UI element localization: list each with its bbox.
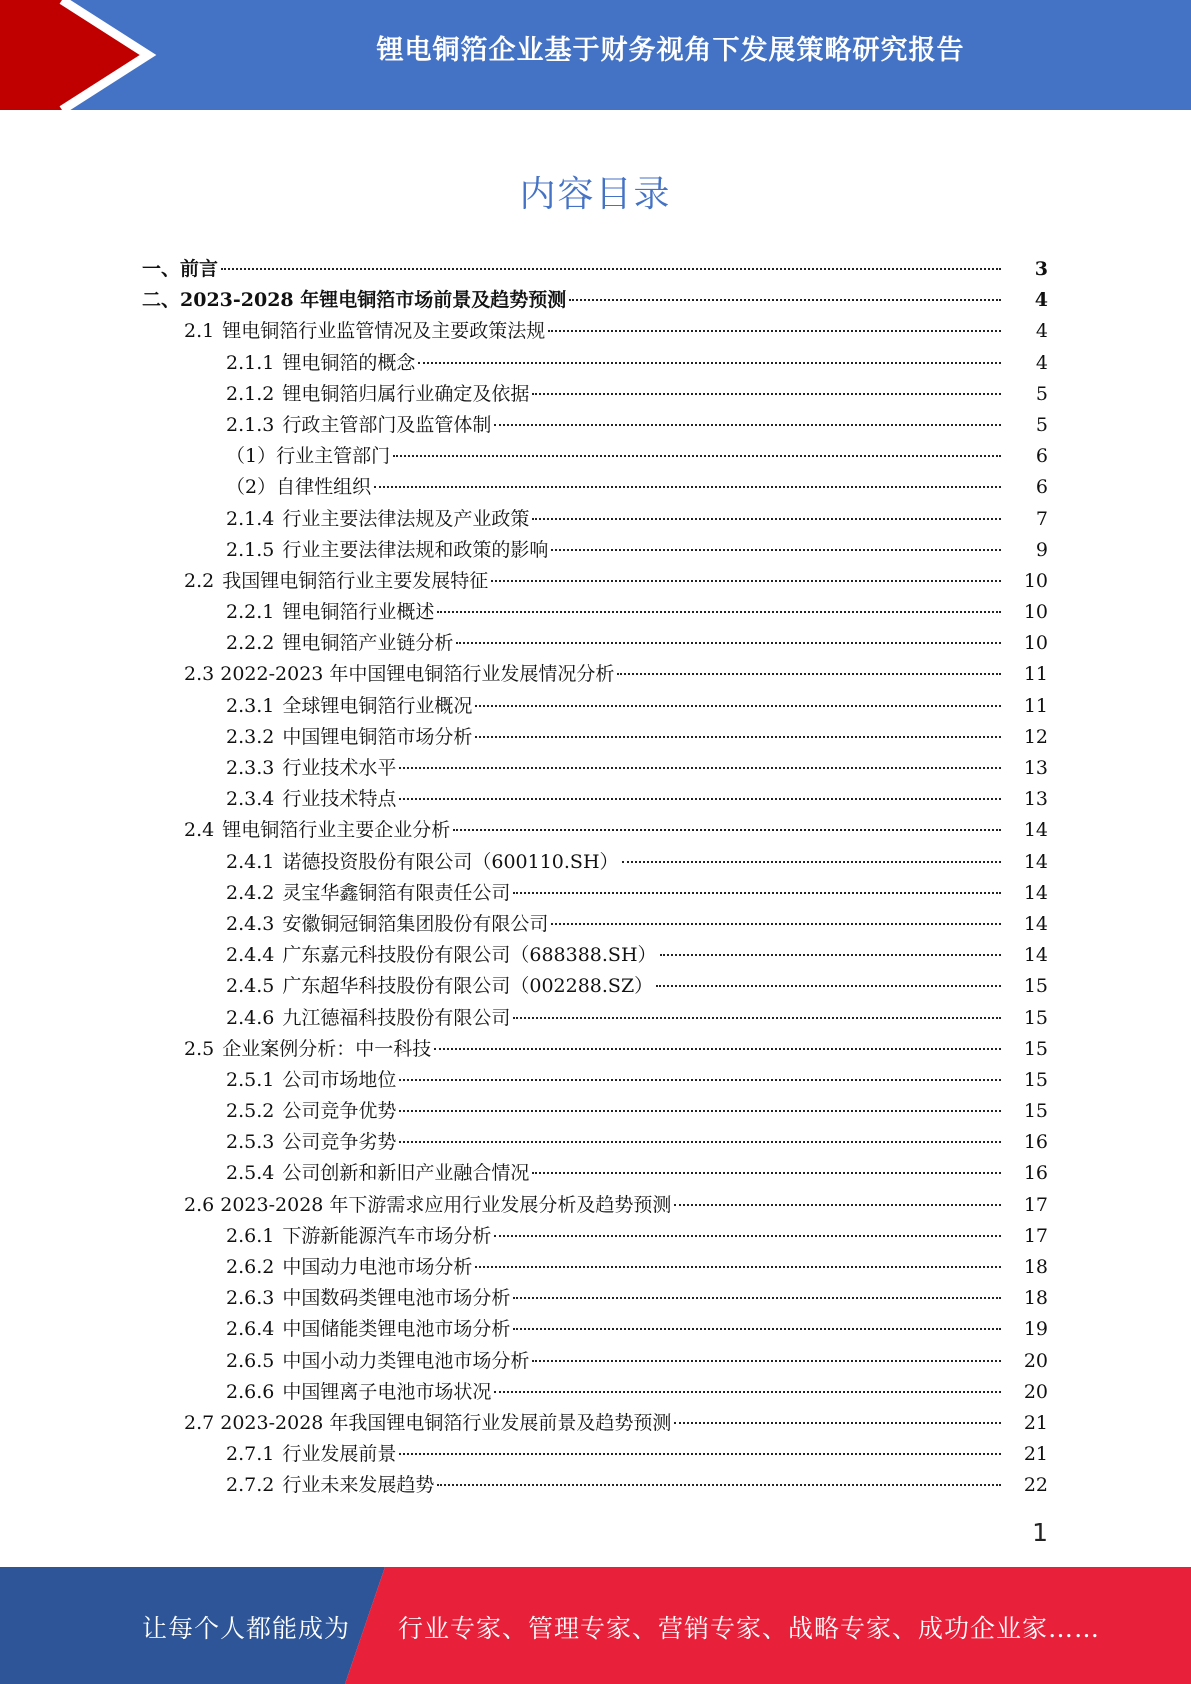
toc-entry[interactable] bbox=[0, 1470, 1191, 1501]
toc-entry-number: 2.4.6 bbox=[226, 1006, 275, 1029]
toc-entry-label: 全球锂电铜箔行业概况 bbox=[282, 694, 473, 717]
toc-entry-label: 中国动力电池市场分析 bbox=[282, 1256, 473, 1278]
toc-entry-label: 行政主管部门及监管体制 bbox=[282, 413, 492, 436]
toc-entry-number: 2.6.1 bbox=[226, 1224, 275, 1247]
toc-entry-label: 行业发展前景 bbox=[282, 1443, 397, 1466]
toc-dot-leader bbox=[513, 892, 1001, 894]
toc-entry[interactable] bbox=[0, 472, 1191, 503]
header-red-arrow bbox=[0, 0, 148, 110]
toc-entry-page: 15 bbox=[1023, 1006, 1048, 1029]
toc-entry-page: 15 bbox=[1023, 1068, 1048, 1091]
toc-entry-page: 11 bbox=[1023, 694, 1048, 717]
toc-entry-page: 10 bbox=[1023, 632, 1048, 655]
toc-entry[interactable] bbox=[0, 628, 1191, 659]
toc-entry-page: 14 bbox=[1023, 912, 1048, 935]
toc-entry-label: 行业技术水平 bbox=[282, 757, 397, 779]
toc-entry-page: 17 bbox=[1023, 1224, 1048, 1247]
toc-dot-leader bbox=[532, 1172, 1001, 1174]
toc-entry-page: 6 bbox=[1035, 445, 1048, 468]
toc-entry-page: 5 bbox=[1035, 413, 1048, 436]
toc-entry-label: （1）行业主管部门 bbox=[226, 445, 391, 468]
toc-entry-number: 2.3.3 bbox=[226, 757, 275, 779]
toc-entry-page: 5 bbox=[1035, 382, 1048, 405]
toc-entry-label: 广东嘉元科技股份有限公司（688388.SH） bbox=[282, 944, 657, 967]
toc-entry-number: 2.4.2 bbox=[226, 881, 275, 904]
toc-entry[interactable] bbox=[0, 504, 1191, 535]
toc-dot-leader bbox=[513, 1297, 1001, 1299]
toc-entry[interactable] bbox=[0, 1003, 1191, 1034]
footer-roles: 行业专家、管理专家、营销专家、战略专家、成功企业家…… bbox=[398, 1614, 1101, 1643]
toc-dot-leader bbox=[551, 549, 1001, 551]
toc-entry-page: 20 bbox=[1023, 1380, 1048, 1403]
toc-entry[interactable] bbox=[0, 254, 1191, 285]
toc-dot-leader bbox=[569, 299, 1001, 301]
toc-entry-number: 2.4.3 bbox=[226, 912, 275, 935]
toc-entry-label: 锂电铜箔行业主要企业分析 bbox=[222, 819, 451, 842]
toc-entry-label: 锂电铜箔行业监管情况及主要政策法规 bbox=[222, 320, 546, 343]
toc-dot-leader bbox=[513, 1328, 1001, 1330]
toc-dot-leader bbox=[437, 1484, 1001, 1486]
toc-dot-leader bbox=[374, 486, 1001, 488]
toc-entry-label: 2.3 2022-2023 年中国锂电铜箔行业发展情况分析 bbox=[184, 663, 615, 686]
toc-entry-number: 2.1.3 bbox=[226, 413, 275, 436]
toc-dot-leader bbox=[221, 268, 1001, 270]
toc-entry-page: 7 bbox=[1035, 507, 1048, 530]
toc-entry[interactable] bbox=[0, 1283, 1191, 1314]
toc-entry-label: 二、2023-2028 年锂电铜箔市场前景及趋势预测 bbox=[142, 289, 567, 312]
toc-dot-leader bbox=[491, 580, 1001, 582]
toc-entry[interactable] bbox=[0, 1314, 1191, 1345]
toc-entry[interactable] bbox=[0, 535, 1191, 566]
toc-entry-page: 4 bbox=[1034, 289, 1048, 312]
toc-entry[interactable] bbox=[0, 316, 1191, 347]
toc-entry-number: 2.2 bbox=[184, 569, 215, 592]
toc-entry[interactable] bbox=[0, 815, 1191, 846]
toc-entry-page: 15 bbox=[1023, 975, 1048, 998]
toc-entry[interactable] bbox=[0, 691, 1191, 722]
toc-entry[interactable] bbox=[0, 722, 1191, 753]
toc-entry-number: 2.3.2 bbox=[226, 725, 275, 748]
toc-entry-label: 行业主要法律法规和政策的影响 bbox=[282, 538, 549, 561]
toc-entry-number: 2.6.3 bbox=[226, 1287, 275, 1310]
page-header bbox=[0, 0, 1191, 110]
toc-entry-label: 公司创新和新旧产业融合情况 bbox=[282, 1162, 530, 1185]
toc-entry-page: 16 bbox=[1023, 1162, 1048, 1185]
toc-entry-label: 我国锂电铜箔行业主要发展特征 bbox=[222, 569, 489, 592]
toc-entry[interactable] bbox=[0, 1221, 1191, 1252]
toc-entry-page: 11 bbox=[1023, 663, 1048, 686]
toc-entry[interactable] bbox=[0, 566, 1191, 597]
toc-entry[interactable] bbox=[0, 1065, 1191, 1096]
toc-entry-page: 14 bbox=[1023, 881, 1048, 904]
toc-dot-leader bbox=[399, 1141, 1001, 1143]
toc-entry-number: 2.4.5 bbox=[226, 975, 275, 998]
toc-entry-number: 2.4.4 bbox=[226, 944, 275, 967]
toc-dot-leader bbox=[399, 1453, 1001, 1455]
toc-entry-page: 14 bbox=[1023, 850, 1048, 873]
toc-entry-page: 10 bbox=[1023, 569, 1048, 592]
toc-dot-leader bbox=[674, 1422, 1001, 1424]
toc-entry-number: 2.1.4 bbox=[226, 507, 275, 530]
toc-entry-number: 2.1.1 bbox=[226, 351, 275, 374]
toc-entry-page: 18 bbox=[1023, 1287, 1048, 1310]
toc-entry-label: 诺德投资股份有限公司（600110.SH） bbox=[282, 850, 619, 873]
toc-dot-leader bbox=[393, 455, 1001, 457]
toc-entry[interactable] bbox=[0, 285, 1191, 316]
toc-entry-label: 中国小动力类锂电池市场分析 bbox=[282, 1349, 530, 1372]
toc-entry-label: 公司竞争优势 bbox=[282, 1100, 397, 1123]
toc-entry[interactable] bbox=[0, 1252, 1191, 1283]
toc-entry[interactable] bbox=[0, 1190, 1191, 1221]
toc-dot-leader bbox=[437, 611, 1001, 613]
toc-dot-leader bbox=[494, 1235, 1001, 1237]
toc-entry[interactable] bbox=[0, 379, 1191, 410]
page-footer bbox=[0, 1567, 1191, 1684]
toc-entry[interactable] bbox=[0, 348, 1191, 379]
toc-dot-leader bbox=[513, 1017, 1001, 1019]
toc-entry-label: 一、前言 bbox=[142, 258, 219, 280]
toc-dot-leader bbox=[660, 954, 1001, 956]
toc-entry-number: 2.2.2 bbox=[226, 632, 275, 655]
toc-entry-number: 2.7.1 bbox=[226, 1443, 275, 1466]
toc-entry-label: 行业技术特点 bbox=[282, 788, 397, 811]
toc-entry-page: 20 bbox=[1023, 1349, 1048, 1372]
toc-dot-leader bbox=[475, 1266, 1001, 1268]
toc-entry-page: 14 bbox=[1023, 819, 1048, 842]
toc-entry[interactable] bbox=[0, 659, 1191, 690]
toc-entry-page: 21 bbox=[1023, 1411, 1048, 1434]
toc-dot-leader bbox=[434, 1048, 1001, 1050]
toc-entry-page: 19 bbox=[1023, 1318, 1048, 1341]
toc-dot-leader bbox=[622, 861, 1001, 863]
toc-entry-page: 4 bbox=[1035, 351, 1048, 374]
toc-entry-label: 中国锂电铜箔市场分析 bbox=[282, 725, 473, 748]
toc-entry-label: 九江德福科技股份有限公司 bbox=[282, 1006, 511, 1029]
toc-entry-label: 公司市场地位 bbox=[282, 1068, 397, 1091]
toc-entry-page: 3 bbox=[1034, 258, 1048, 280]
toc-entry-number: 2.7.2 bbox=[226, 1474, 275, 1497]
toc-entry-label: 灵宝华鑫铜箔有限责任公司 bbox=[282, 881, 511, 904]
toc-entry-label: 广东超华科技股份有限公司（002288.SZ） bbox=[282, 975, 654, 998]
toc-entry[interactable] bbox=[0, 1096, 1191, 1127]
toc-heading: 内容目录 bbox=[519, 174, 672, 215]
toc-entry-number: 2.6.2 bbox=[226, 1256, 275, 1278]
toc-entry-page: 6 bbox=[1035, 476, 1048, 499]
toc-entry-number: 2.4.1 bbox=[226, 850, 275, 873]
toc-dot-leader bbox=[532, 1360, 1001, 1362]
toc-entry[interactable] bbox=[0, 1408, 1191, 1439]
table-of-contents bbox=[0, 254, 1191, 1502]
toc-entry-number: 2.5.3 bbox=[226, 1131, 275, 1154]
toc-dot-leader bbox=[532, 518, 1001, 520]
toc-dot-leader bbox=[453, 829, 1001, 831]
toc-entry-label: 公司竞争劣势 bbox=[282, 1131, 397, 1154]
page-number: 1 bbox=[1032, 1518, 1048, 1547]
toc-entry-number: 2.3.1 bbox=[226, 694, 275, 717]
toc-entry-number: 2.6.6 bbox=[226, 1380, 275, 1403]
toc-entry-number: 2.6.5 bbox=[226, 1349, 275, 1372]
toc-dot-leader bbox=[494, 424, 1001, 426]
toc-dot-leader bbox=[548, 330, 1001, 332]
toc-entry-page: 22 bbox=[1023, 1474, 1048, 1497]
toc-entry-label: 安徽铜冠铜箔集团股份有限公司 bbox=[282, 912, 549, 935]
toc-entry-number: 2.5 bbox=[184, 1037, 215, 1060]
toc-dot-leader bbox=[674, 1204, 1001, 1206]
toc-dot-leader bbox=[399, 1079, 1001, 1081]
toc-entry-label: 锂电铜箔产业链分析 bbox=[282, 632, 454, 655]
toc-entry-label: 锂电铜箔的概念 bbox=[282, 351, 416, 374]
toc-entry-page: 13 bbox=[1023, 757, 1048, 779]
toc-entry-page: 14 bbox=[1023, 944, 1048, 967]
toc-entry[interactable] bbox=[0, 847, 1191, 878]
toc-dot-leader bbox=[532, 393, 1001, 395]
toc-entry-number: 2.2.1 bbox=[226, 601, 275, 624]
toc-dot-leader bbox=[399, 767, 1001, 769]
toc-entry-page: 9 bbox=[1035, 538, 1048, 561]
toc-entry-label: 企业案例分析：中一科技 bbox=[222, 1037, 432, 1060]
toc-entry[interactable] bbox=[0, 597, 1191, 628]
toc-dot-leader bbox=[494, 1391, 1001, 1393]
document-title: 锂电铜箔企业基于财务视角下发展策略研究报告 bbox=[376, 35, 965, 66]
toc-entry-number: 2.3.4 bbox=[226, 788, 275, 811]
toc-entry[interactable] bbox=[0, 1158, 1191, 1189]
toc-entry-page: 15 bbox=[1023, 1100, 1048, 1123]
toc-entry-page: 10 bbox=[1023, 601, 1048, 624]
toc-entry-label: （2）自律性组织 bbox=[226, 476, 372, 499]
toc-entry[interactable] bbox=[0, 1034, 1191, 1065]
toc-dot-leader bbox=[456, 642, 1001, 644]
toc-dot-leader bbox=[475, 736, 1001, 738]
toc-entry-page: 17 bbox=[1023, 1193, 1048, 1216]
toc-entry-number: 2.5.2 bbox=[226, 1100, 275, 1123]
toc-entry-label: 中国锂离子电池市场状况 bbox=[282, 1380, 492, 1403]
toc-entry-page: 21 bbox=[1023, 1443, 1048, 1466]
toc-entry-label: 中国储能类锂电池市场分析 bbox=[282, 1318, 511, 1341]
toc-entry[interactable] bbox=[0, 1439, 1191, 1470]
toc-entry-page: 15 bbox=[1023, 1037, 1048, 1060]
toc-entry[interactable] bbox=[0, 878, 1191, 909]
footer-slogan: 让每个人都能成为 bbox=[142, 1614, 351, 1643]
toc-dot-leader bbox=[399, 798, 1001, 800]
toc-entry-number: 2.1.2 bbox=[226, 382, 275, 405]
toc-entry-page: 16 bbox=[1023, 1131, 1048, 1154]
toc-entry-page: 13 bbox=[1023, 788, 1048, 811]
toc-entry-label: 行业未来发展趋势 bbox=[282, 1474, 435, 1497]
toc-entry[interactable] bbox=[0, 940, 1191, 971]
toc-entry-number: 2.1 bbox=[184, 320, 215, 343]
toc-entry-label: 锂电铜箔归属行业确定及依据 bbox=[282, 382, 530, 405]
toc-entry[interactable] bbox=[0, 784, 1191, 815]
toc-entry-number: 2.5.1 bbox=[226, 1068, 275, 1091]
toc-entry-label: 2.7 2023-2028 年我国锂电铜箔行业发展前景及趋势预测 bbox=[184, 1411, 672, 1434]
toc-dot-leader bbox=[617, 673, 1001, 675]
toc-entry-label: 中国数码类锂电池市场分析 bbox=[282, 1287, 511, 1310]
toc-entry-label: 下游新能源汽车市场分析 bbox=[282, 1224, 492, 1247]
toc-dot-leader bbox=[475, 705, 1001, 707]
toc-dot-leader bbox=[418, 362, 1001, 364]
toc-entry-page: 18 bbox=[1023, 1256, 1048, 1278]
toc-entry-number: 2.4 bbox=[184, 819, 215, 842]
toc-dot-leader bbox=[551, 923, 1001, 925]
toc-entry-number: 2.5.4 bbox=[226, 1162, 275, 1185]
toc-entry[interactable] bbox=[0, 1127, 1191, 1158]
toc-entry[interactable] bbox=[0, 410, 1191, 441]
toc-entry[interactable] bbox=[0, 1346, 1191, 1377]
toc-entry-label: 行业主要法律法规及产业政策 bbox=[282, 507, 530, 530]
toc-entry-label: 锂电铜箔行业概述 bbox=[282, 601, 435, 624]
toc-entry-label: 2.6 2023-2028 年下游需求应用行业发展分析及趋势预测 bbox=[184, 1193, 672, 1216]
toc-entry[interactable] bbox=[0, 909, 1191, 940]
toc-dot-leader bbox=[399, 1110, 1001, 1112]
toc-entry-page: 4 bbox=[1035, 320, 1048, 343]
toc-entry[interactable] bbox=[0, 441, 1191, 472]
toc-entry[interactable] bbox=[0, 1377, 1191, 1408]
toc-entry[interactable] bbox=[0, 753, 1191, 784]
toc-dot-leader bbox=[656, 985, 1001, 987]
toc-entry-number: 2.6.4 bbox=[226, 1318, 275, 1341]
toc-entry-number: 2.1.5 bbox=[226, 538, 275, 561]
toc-entry-page: 12 bbox=[1023, 725, 1048, 748]
toc-entry[interactable] bbox=[0, 971, 1191, 1002]
